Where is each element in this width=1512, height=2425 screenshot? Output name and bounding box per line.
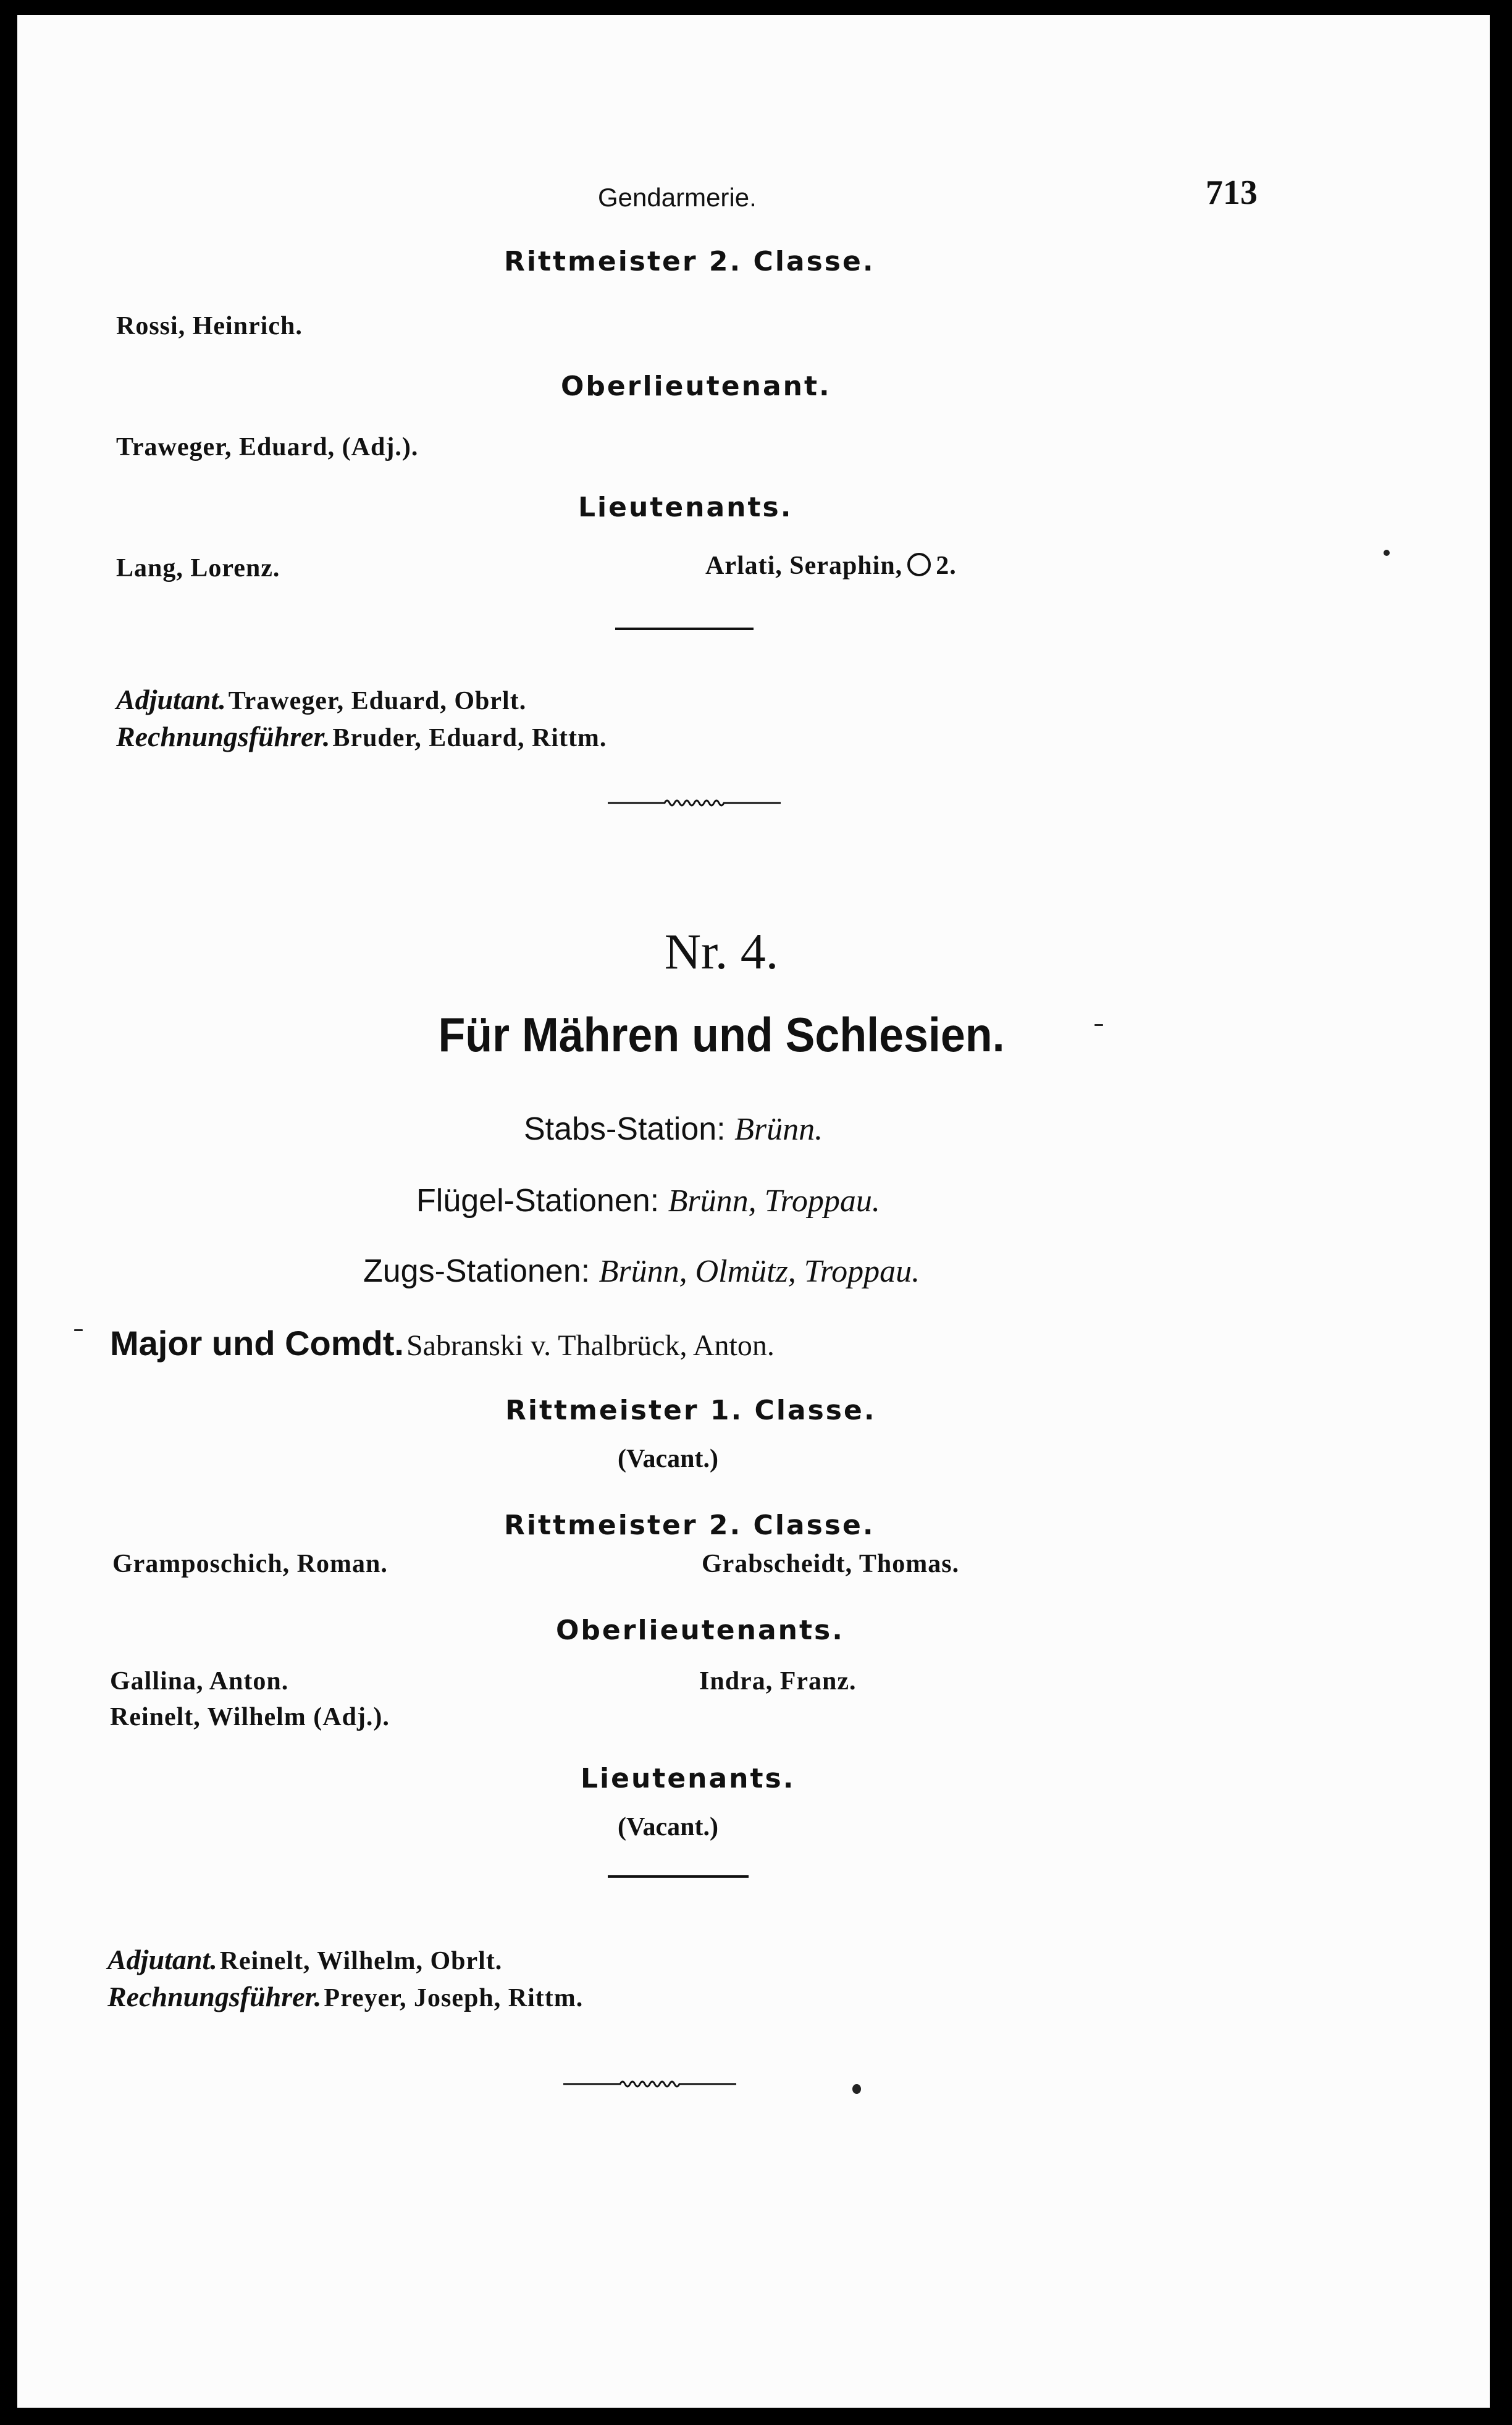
- name-lang: Lang, Lorenz.: [116, 554, 280, 582]
- rechnungsfuehrer-label: Rechnungsführer.: [116, 721, 330, 752]
- order-circle-icon: [907, 553, 931, 576]
- zugs-stationen-value: Brünn, Olmütz, Troppau.: [598, 1254, 920, 1289]
- scan-speck: [1094, 1024, 1103, 1026]
- heading-rittmeister-2-b: Rittmeister 2. Classe.: [504, 1510, 875, 1541]
- book-page: [17, 15, 1490, 2408]
- heading-oberlieutenant: Oberlieutenant.: [561, 371, 831, 402]
- rechnungsfuehrer-value-2: Preyer, Joseph, Rittm.: [324, 1984, 584, 2012]
- section-rule: [615, 628, 754, 630]
- fluegel-stationen-value: Brünn, Troppau.: [668, 1183, 880, 1219]
- adjutant-line: [116, 683, 526, 716]
- scan-speck: [852, 2084, 861, 2094]
- running-head: Gendarmerie.: [598, 183, 757, 212]
- rechnungsfuehrer-line-2: [107, 1980, 583, 2013]
- adjutant-label: Adjutant.: [116, 684, 226, 715]
- name-arlati-text: Arlati, Seraphin,: [705, 552, 903, 580]
- name-indra: Indra, Franz.: [699, 1667, 857, 1696]
- lieutenants-vacant: (Vacant.): [618, 1813, 718, 1841]
- section-rule-2: [608, 1875, 749, 1878]
- major-name: Sabranski v. Thalbrück, Anton.: [406, 1329, 775, 1362]
- adjutant-value: Traweger, Eduard, Obrlt.: [228, 687, 527, 715]
- stabs-station-label: Stabs-Station:: [524, 1111, 726, 1147]
- heading-lieutenants: Lieutenants.: [578, 492, 793, 523]
- zugs-stationen: [363, 1253, 920, 1290]
- adjutant-value-2: Reinelt, Wilhelm, Obrlt.: [219, 1947, 503, 1975]
- name-arlati-suffix: 2.: [936, 552, 957, 580]
- major-line: [110, 1323, 775, 1363]
- name-gallina: Gallina, Anton.: [110, 1667, 289, 1696]
- section-title: Für Mähren und Schlesien.: [438, 1007, 1005, 1062]
- heading-rittmeister-2: Rittmeister 2. Classe.: [504, 246, 875, 277]
- name-grabscheidt: Grabscheidt, Thomas.: [702, 1550, 960, 1578]
- rechnungsfuehrer-value: Bruder, Eduard, Rittm.: [332, 724, 607, 752]
- name-arlati: [705, 551, 957, 581]
- stabs-station: [524, 1111, 823, 1148]
- major-label: Major und Comdt.: [110, 1324, 404, 1363]
- adjutant-label-2: Adjutant.: [107, 1944, 217, 1975]
- adjutant-line-2: [107, 1943, 502, 1976]
- page-number: 713: [1206, 174, 1258, 212]
- heading-oberlieutenants: Oberlieutenants.: [556, 1615, 844, 1646]
- name-gramposchich: Gramposchich, Roman.: [112, 1550, 388, 1578]
- rechnungsfuehrer-line: [116, 720, 607, 753]
- heading-lieutenants-b: Lieutenants.: [581, 1763, 796, 1794]
- rittmeister-1-vacant: (Vacant.): [618, 1445, 718, 1473]
- fluegel-stationen: [416, 1182, 880, 1219]
- rechnungsfuehrer-label-2: Rechnungsführer.: [107, 1981, 322, 2012]
- wavy-ornament-2: [563, 2078, 736, 2090]
- heading-rittmeister-1: Rittmeister 1. Classe.: [505, 1395, 876, 1426]
- scan-speck: [74, 1329, 83, 1331]
- name-rossi: Rossi, Heinrich.: [116, 312, 303, 340]
- scan-speck: [1384, 550, 1390, 556]
- name-traweger: Traweger, Eduard, (Adj.).: [116, 433, 419, 461]
- stabs-station-value: Brünn.: [734, 1112, 823, 1147]
- zugs-stationen-label: Zugs-Stationen:: [363, 1253, 590, 1289]
- fluegel-stationen-label: Flügel-Stationen:: [416, 1183, 660, 1219]
- section-number: Nr. 4.: [664, 923, 779, 980]
- wavy-ornament: [608, 797, 781, 809]
- name-reinelt: Reinelt, Wilhelm (Adj.).: [110, 1703, 390, 1731]
